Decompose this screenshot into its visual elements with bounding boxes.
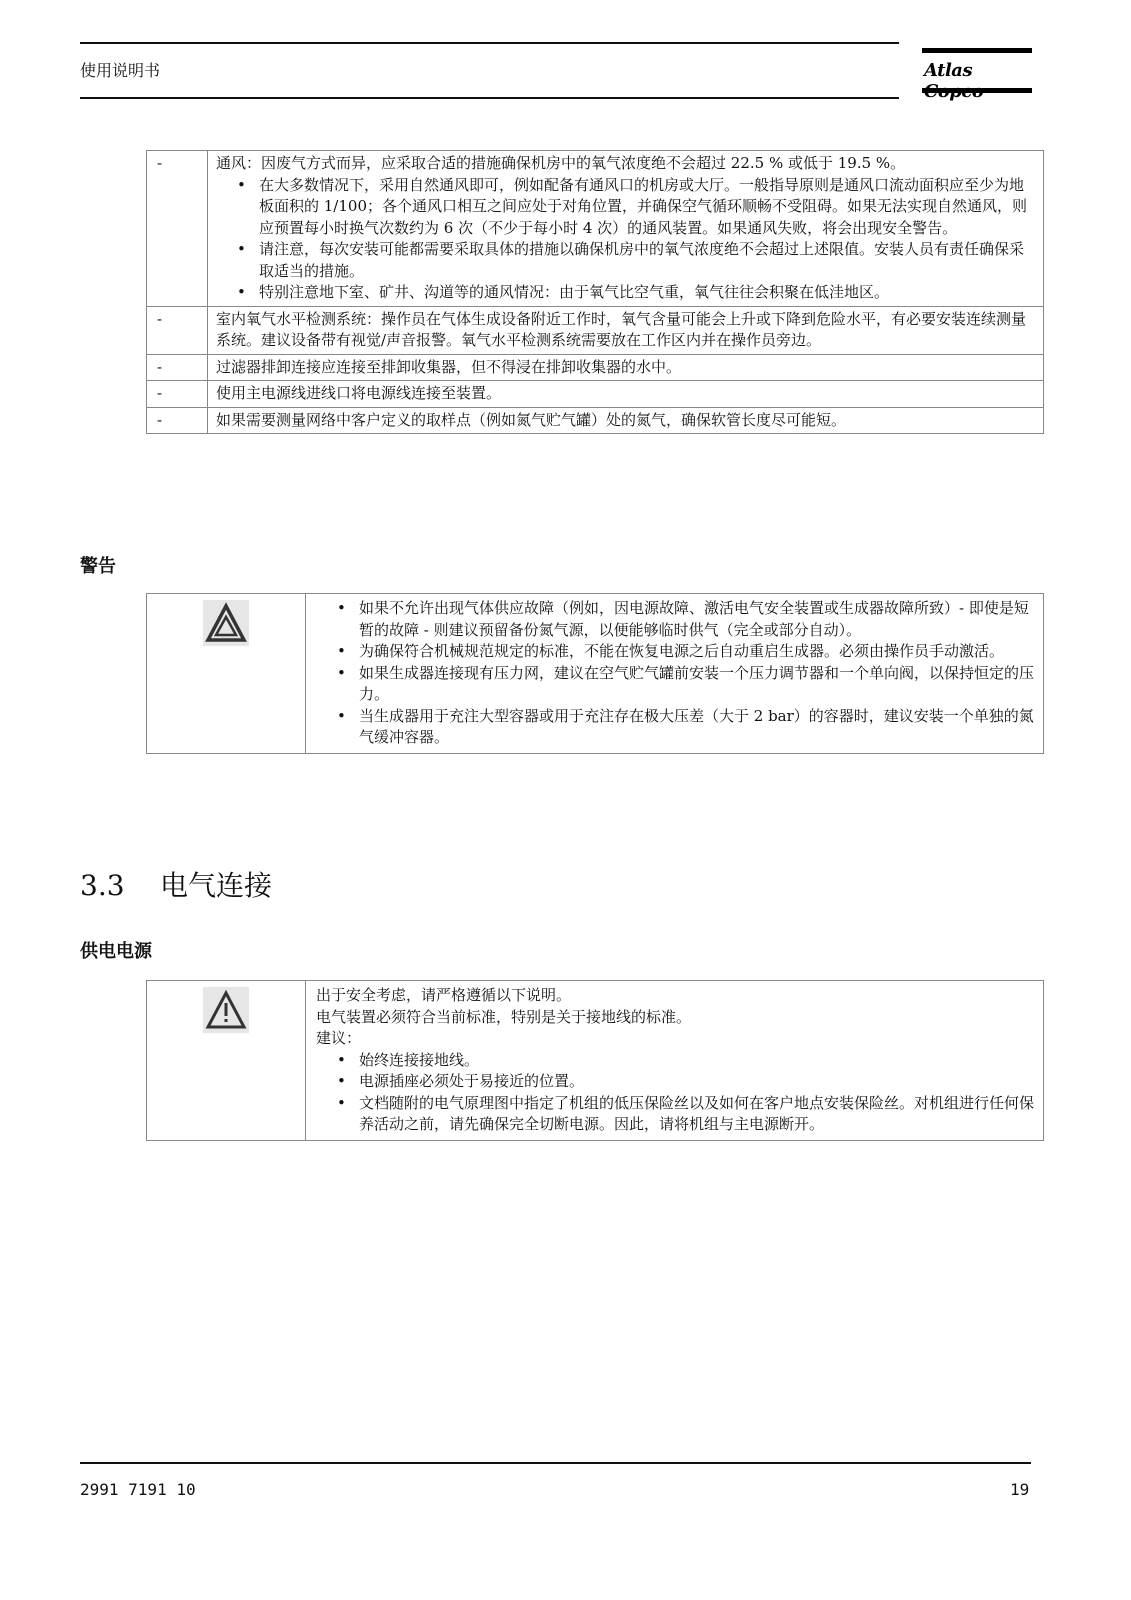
power-bullets — [316, 1050, 1037, 1136]
section-title: 电气连接 — [160, 869, 273, 902]
row-marker: - — [147, 381, 208, 408]
sampling-point-text: 如果需要测量网络中客户定义的取样点（例如氮气贮气罐）处的氮气，确保软管长度尽可能短。 — [208, 407, 1044, 434]
list-item: • 始终连接接地线。 — [359, 1050, 1037, 1072]
list-item: • 电源插座必须处于易接近的位置。 — [359, 1071, 1037, 1093]
section-heading — [80, 864, 272, 904]
list-item: • 请注意，每次安装可能都需要采取具体的措施以确保机房中的氧气浓度绝不会超过上述限值。安装人员有责任确保采取适当的措施。 — [259, 239, 1037, 282]
atlas-copco-logo: Atlas — [922, 48, 1032, 100]
table-row — [147, 354, 1044, 381]
list-item: • 如果不允许出现气体供应故障（例如，因电源故障、激活电气安全装置或生成器故障所致）- 即使是短暂的故障 - 则建议预留备份氮气源，以便能够临时供气（完全或部分自动）。 — [359, 598, 1037, 641]
row-marker: - — [147, 407, 208, 434]
power-inlet-text: 使用主电源线进线口将电源线连接至装置。 — [208, 381, 1044, 408]
safety-instruction-line: 出于安全考虑，请严格遵循以下说明。 — [316, 986, 572, 1004]
warning-triangle-icon — [203, 600, 249, 646]
list-item: • 文档随附的电气原理图中指定了机组的低压保险丝以及如何在客户地点安装保险丝。对机组进行任何保养活动之前，请先确保完全切断电源。因此，请将机组与主电源断开。 — [359, 1093, 1037, 1136]
power-supply-box — [146, 980, 1044, 1141]
drain-connection-text: 过滤器排卸连接应连接至排卸收集器，但不得浸在排卸收集器的水中。 — [208, 354, 1044, 381]
list-item: • 特别注意地下室、矿井、沟道等的通风情况：由于氧气比空气重，氧气往往会积聚在低洼地区。 — [259, 282, 1037, 304]
ventilation-cell — [208, 151, 1044, 307]
list-item: • 在大多数情况下，采用自然通风即可，例如配备有通风口的机房或大厅。一般指导原则是通风口流动面积应至少为地板面积的 1/100；各个通风口相互之间应处于对角位置，并确保空气循环顺畅不受阻碍。如果无法实现自然通风，则应预置每小时换气次数约为 6 次（不少于每小时 4 次）的通风装置。如果通风失败，将会出现安全警告。 — [259, 175, 1037, 240]
document-number: 2991 7191 10 — [80, 1480, 196, 1499]
list-item: • 为确保符合机械规范规定的标准，不能在恢复电源之后自动重启生成器。必须由操作员手动激活。 — [359, 641, 1037, 663]
row-marker: - — [147, 354, 208, 381]
ventilation-text: 通风：因废气方式而异，应采取合适的措施确保机房中的氧气浓度绝不会超过 22.5 % 或低于 19.5 %。 — [216, 154, 906, 172]
caution-exclamation-icon — [203, 987, 249, 1033]
table-row — [147, 306, 1044, 354]
page-number: 19 — [1010, 1480, 1030, 1499]
document-title: 使用说明书 — [80, 61, 161, 80]
header-rule-top — [80, 42, 899, 44]
warning-heading: 警告 — [80, 556, 116, 577]
table-row — [147, 151, 1044, 307]
power-supply-heading: 供电电源 — [80, 941, 152, 962]
warning-box — [146, 593, 1044, 754]
oxygen-detection-text: 室内氧气水平检测系统：操作员在气体生成设备附近工作时，氧气含量可能会上升或下降到危险水平，有必要安装连续测量系统。建议设备带有视觉/声音报警。氧气水平检测系统需要放在工作区内并在操作员旁边。 — [208, 306, 1044, 354]
ventilation-bullets — [216, 175, 1037, 304]
table-row — [147, 381, 1044, 408]
row-marker: - — [147, 151, 208, 307]
standards-line: 电气装置必须符合当前标准，特别是关于接地线的标准。 — [316, 1007, 692, 1026]
header-rule-bottom — [80, 97, 899, 99]
warning-bullets — [316, 598, 1037, 749]
list-item: • 如果生成器连接现有压力网，建议在空气贮气罐前安装一个压力调节器和一个单向阀，以保持恒定的压力。 — [359, 663, 1037, 706]
table-row — [147, 407, 1044, 434]
recommendation-label: 建议： — [316, 1029, 362, 1047]
footer-rule — [80, 1462, 1031, 1464]
row-marker: - — [147, 306, 208, 354]
list-item: • 当生成器用于充注大型容器或用于充注存在极大压差（大于 2 bar）的容器时，建议安装一个单独的氮气缓冲容器。 — [359, 706, 1037, 749]
installation-requirements-table — [146, 150, 1044, 434]
section-number: 3.3 — [80, 869, 125, 902]
